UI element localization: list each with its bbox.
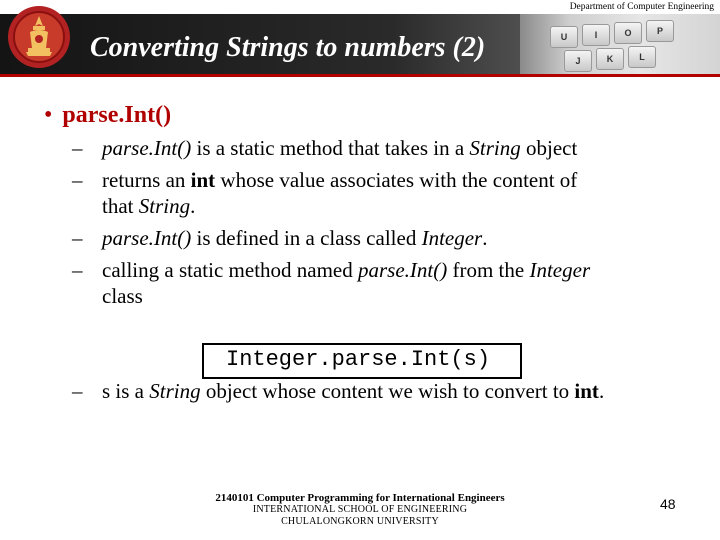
dash-icon: – — [72, 226, 83, 250]
footer-course: 2140101 Computer Programming for International Engineers — [215, 492, 505, 504]
keyboard-key: O — [614, 22, 642, 44]
keyboard-key: U — [550, 26, 578, 48]
keyboard-key: K — [596, 48, 624, 70]
main-bullet — [44, 102, 171, 129]
keyboard-image — [520, 14, 720, 74]
sub-bullet-text: calling a static method named parse.Int() from the Integer — [102, 258, 591, 282]
keyboard-key: J — [564, 50, 592, 72]
dash-icon: – — [72, 258, 83, 282]
keyboard-key: L — [628, 46, 656, 68]
footer-university: CHULALONGKORN UNIVERSITY — [281, 516, 439, 527]
sub-bullet-text: parse.Int() is defined in a class called Integer. — [102, 226, 488, 250]
dash-icon: – — [72, 136, 83, 160]
footer — [200, 492, 520, 528]
code-snippet: Integer.parse.Int(s) — [226, 347, 491, 372]
bullet-dot-icon: • — [44, 102, 53, 128]
dash-icon: – — [72, 379, 83, 403]
sub-bullet-text: returns an int whose value associates with the content of — [102, 168, 578, 192]
department-label: Department of Computer Engineering — [569, 2, 714, 12]
footer-school: INTERNATIONAL SCHOOL OF ENGINEERING — [252, 504, 468, 515]
keyboard-key: P — [646, 20, 674, 42]
sub-bullet-continuation: class — [102, 284, 143, 308]
slide-title: Converting Strings to numbers (2) — [90, 32, 486, 63]
sub-bullet-continuation: that String. — [102, 194, 196, 218]
university-seal-icon — [6, 4, 72, 70]
sub-bullet-text: s is a String object whose content we wish to convert to int. — [102, 379, 605, 403]
sub-bullet-text: parse.Int() is a static method that takes in a String object — [102, 136, 578, 160]
main-bullet-text: parse.Int() — [62, 102, 172, 128]
page-number: 48 — [660, 496, 676, 512]
header-divider — [0, 74, 720, 77]
keyboard-key: I — [582, 24, 610, 46]
dash-icon: – — [72, 168, 83, 192]
